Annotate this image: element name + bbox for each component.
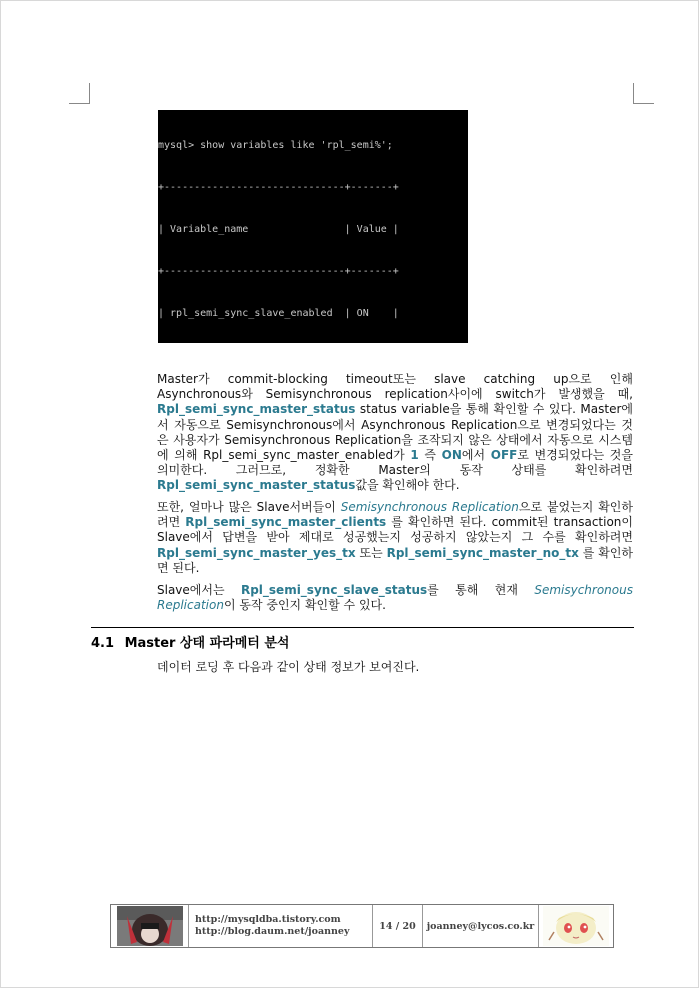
variable-name: Rpl_semi_sync_master_status (157, 478, 356, 493)
text-run: 이 동작 중인지 확인할 수 있다. (223, 598, 386, 613)
text-run: 로 변경되었다는 것을 의미한다. 그러므로, 정확한 Master의 동작 상태를 확인하려면 (157, 448, 633, 478)
terminal-line: | Variable_name | Value | (158, 224, 399, 235)
blog-link[interactable]: http://mysqldba.tistory.com (195, 914, 341, 925)
section-divider (91, 627, 634, 628)
footer-character (539, 905, 613, 947)
section-heading (91, 632, 290, 651)
crop-mark-top-right (633, 83, 654, 104)
blog-link[interactable]: http://blog.daum.net/joanney (195, 926, 350, 937)
text-run: 또한, 얼마나 많은 Slave서버들이 (157, 500, 341, 514)
text-run: 또는 (355, 545, 387, 560)
text-run: 값을 확인해야 한다. (355, 478, 460, 493)
italic-term: Semisychronous Replication (157, 583, 633, 613)
variable-name: Rpl_semi_sync_master_status (157, 402, 356, 417)
section-number: 4.1 (91, 636, 115, 651)
text-run: 를 통해 현재 (427, 583, 535, 597)
terminal-line: +------------------------------+-------+ (158, 266, 399, 277)
variable-name: Rpl_semi_sync_slave_status (240, 583, 428, 597)
text-run: 를 확인하면 된다. commit된 transaction이 Slave에서 답변을 받아 제대로 성공했는지 성공하지 않았는지 그 수를 확인하려면 (157, 515, 633, 545)
author-email[interactable]: joanney@lycos.co.kr (423, 905, 539, 947)
italic-term: Semisynchronous Replication (340, 500, 519, 514)
text-run: 를 확인하면 된다. (157, 545, 633, 575)
text-run: status variable을 통해 확인할 수 있다. Master에서 자동으로 Semisynchronous에서 Asynchronous Replication으로 변경되었다는 것은 사용자가 Semisynchronous Replication을 조작되지 않은 상태에서 자동으로 시스템에 의해 Rpl_semi_sync_master_enabled가 (157, 402, 633, 463)
text-run: Slave에서는 (157, 583, 241, 597)
text-run: 즉 (418, 448, 442, 463)
value-highlight: 1 (410, 448, 419, 463)
page-footer (110, 904, 614, 948)
terminal-screenshot (158, 110, 468, 343)
terminal-line: mysql> show variables like 'rpl_semi%'; (158, 140, 393, 151)
author-photo-icon (117, 906, 183, 946)
paragraph-slave-status (157, 583, 633, 613)
page-number: 14 / 20 (373, 905, 423, 947)
footer-links (189, 905, 373, 947)
terminal-line: | rpl_semi_sync_slave_enabled | ON | (158, 308, 399, 319)
variable-name: Rpl_semi_sync_master_no_tx (386, 545, 579, 560)
value-highlight: ON (441, 448, 462, 463)
text-run: 으로 붙었는지 확인하려면 (157, 500, 633, 530)
variable-name: Rpl_semi_sync_master_clients (185, 515, 387, 530)
text-run: 에서 (461, 448, 491, 463)
footer-author-photo (111, 905, 189, 947)
paragraph-master-clients (157, 500, 633, 576)
crop-mark-top-left (69, 83, 90, 104)
terminal-line: +------------------------------+-------+ (158, 182, 399, 193)
variable-name: Rpl_semi_sync_master_yes_tx (157, 545, 356, 560)
section-body-text: 데이터 로딩 후 다음과 같이 상태 정보가 보여진다. (157, 660, 420, 674)
text-run: Master가 commit-blocking timeout또는 slave catching up으로 인해 Asynchronous와 Semisynchronous replication사이에 switch가 발생했을 때, (157, 372, 633, 402)
section-title: Master 상태 파라메터 분석 (124, 636, 290, 651)
character-icon (543, 906, 609, 946)
paragraph-master-status (157, 372, 633, 494)
value-highlight: OFF (490, 448, 518, 463)
